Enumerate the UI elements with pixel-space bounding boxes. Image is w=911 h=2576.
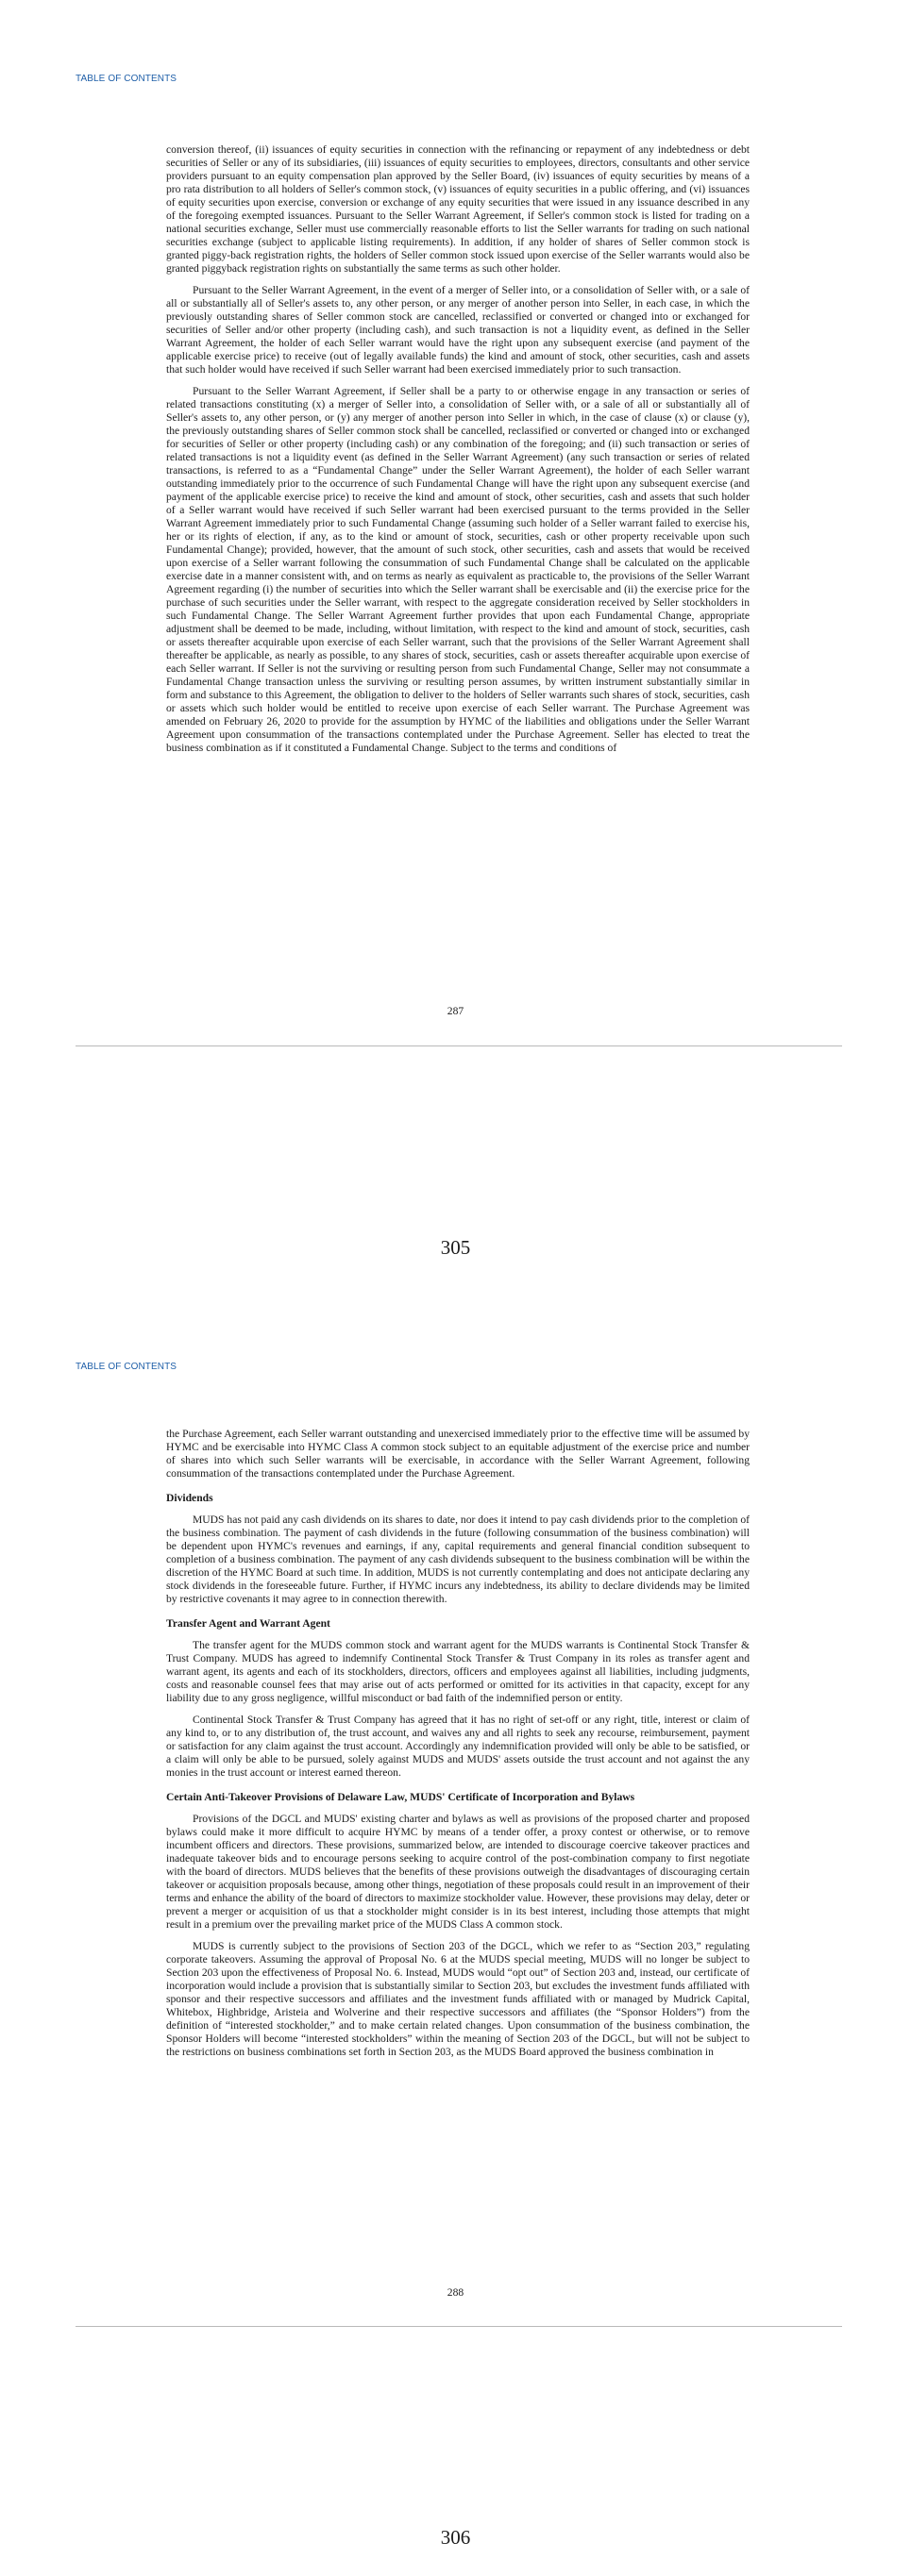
viewer-page-number: 305: [440, 1236, 471, 1259]
paragraph: Provisions of the DGCL and MUDS' existing charter and bylaws as well as provisions of the proposed charter and proposed bylaws could make it more difficult to acquire HYMC by means of a tender offer, a proxy contest or otherwise, or to remove incumbent officers and directors. These provisions, summarized below, are intended to discourage coercive takeover practices and inadequate takeover bids and to encourage persons seeking to acquire control of the post-combination company to first negotiate with the board of directors. MUDS believes that the benefits of these provisions outweigh the disadvantages of discouraging certain takeover or acquisition proposals because, among other things, negotiation of these proposals could result in an improvement of their terms and enhance the ability of the board of directors to maximize stockholder value. However, these provisions may delay, deter or prevent a merger or acquisition of us that a stockholder might consider is in its best interest, including those attempts that might result in a premium over the prevailing market price of the MUDS Class A common stock.: [166, 1813, 750, 1931]
page-number: 287: [447, 1005, 464, 1017]
paragraph: Pursuant to the Seller Warrant Agreement, in the event of a merger of Seller into, or a consolidation of Seller with, or a sale of all or substantially all of Seller's assets to, any other person, or any merger of another person into Seller, in each case, in which the previously outstanding shares of Seller common stock are cancelled, reclassified or converted or changed into or exchanged for securities of Seller and/or other property (including cash), and such transaction is not a liquidity event, as defined in the Seller Warrant Agreement, the holder of each Seller warrant would have the right upon any subsequent exercise (and payment of the applicable exercise price) to receive (out of legally available funds) the kind and amount of stock, other securities, cash and assets that such holder would have received if such Seller warrant had been exercised immediately prior to such transaction.: [166, 284, 750, 376]
document-page-288: [0, 1288, 911, 2576]
table-of-contents-link[interactable]: TABLE OF CONTENTS: [76, 1362, 177, 1372]
section-heading-dividends: Dividends: [166, 1492, 213, 1504]
page-divider: [76, 2326, 842, 2327]
section-heading-anti-takeover: Certain Anti-Takeover Provisions of Delaware Law, MUDS' Certificate of Incorporation and Bylaws: [166, 1791, 635, 1803]
paragraph: conversion thereof, (ii) issuances of equity securities in connection with the refinancing or repayment of any indebtedness or debt securities of Seller or any of its subsidiaries, (iii) issuances of equity securities to employees, directors, consultants and other service providers pursuant to an equity compensation plan approved by the Seller Board, (iv) issuances of equity securities by means of a pro rata distribution to all holders of Seller's common stock, (v) issuances of equity securities in a public offering, and (vi) issuances of equity securities upon exercise, conversion or exchange of any equity securities that were issued in any issuance described in any of the foregoing exempted issuances. Pursuant to the Seller Warrant Agreement, if Seller's common stock is listed for trading on a national securities exchange, Seller must use commercially reasonable efforts to list the Seller warrants for trading on such national securities exchange (subject to applicable listing requirements). In addition, if any holder of shares of Seller common stock is granted piggy-back registration rights, the holders of Seller common stock issued upon exercise of the Seller warrants would also be granted piggyback registration rights on substantially the same terms as such other holder.: [166, 143, 750, 275]
paragraph: MUDS has not paid any cash dividends on its shares to date, nor does it intend to pay cash dividends prior to the completion of the business combination. The payment of cash dividends in the future (following consummation of the business combination) will be dependent upon HYMC's revenues and earnings, if any, capital requirements and general financial condition subsequent to completion of a business combination. The payment of any cash dividends subsequent to the business combination will be within the discretion of the HYMC Board at such time. In addition, MUDS is not currently contemplating and does not anticipate declaring any stock dividends in the foreseeable future. Further, if HYMC incurs any indebtedness, its ability to declare dividends may be limited by restrictive covenants it may agree to in connection therewith.: [166, 1514, 750, 1605]
page-number: 288: [447, 2286, 464, 2299]
paragraph: Pursuant to the Seller Warrant Agreement, if Seller shall be a party to or otherwise engage in any transaction or series of related transactions constituting (x) a merger of Seller into, a consolidation of Seller with, or a sale of all or substantially all of Seller's assets to, any other person, or (y) any merger of another person into Seller in which, in the case of clause (x) or clause (y), the previously outstanding shares of Seller common stock shall be cancelled, reclassified or converted or changed into or exchanged for securities of Seller or other property (including cash) or any combination of the foregoing; and (ii) such transaction or series of related transactions is not a liquidity event (as defined in the Seller Warrant Agreement) (any such transaction or series of related transactions, is referred to as a “Fundamental Change” under the Seller Warrant Agreement), the holder of each Seller warrant outstanding immediately prior to the occurrence of such Fundamental Change will have the right upon any subsequent exercise (and payment of the applicable exercise price) to receive the kind and amount of stock, other securities, cash and assets that such holder of a Seller warrant would have received if such Seller warrant had been exercised pursuant to the terms provided in the Seller Warrant Agreement immediately prior to such Fundamental Change (assuming such holder of a Seller warrant failed to exercise his, her or its rights of election, if any, as to the kind or amount of stock, securities, cash or other property receivable upon such Fundamental Change); provided, however, that the amount of such stock, other securities, cash and assets that would be received upon exercise of a Seller warrant following the consummation of such Fundamental Change shall be calculated on the applicable exercise date in a manner consistent with, and on terms as nearly as equivalent as practicable to, the provisions of the Seller Warrant Agreement regarding (i) the number of securities into which the Seller warrant shall be exercisable and (ii) the exercise price for the purchase of such securities under the Seller warrant, with respect to the aggregate consideration received by Seller stockholders in such Fundamental Change. The Seller Warrant Agreement further provides that upon each Fundamental Change, appropriate adjustment shall be deemed to be made, including, without limitation, with respect to the kind and amount of stock, securities, cash or assets thereafter acquirable upon exercise of each Seller warrant, such that the provisions of the Seller Warrant Agreement shall thereafter be applicable, as nearly as possible, to any shares of stock, securities, cash or assets thereafter acquirable upon exercise of each Seller warrant. If Seller is not the surviving or resulting person from such Fundamental Change, Seller may not consummate a Fundamental Change transaction unless the surviving or resulting person assumes, by written instrument substantially similar in form and substance to this Agreement, the obligation to deliver to the holders of Seller warrants such shares of stock, securities, cash or assets which such holder would be entitled to receive upon exercise of each Seller warrant. The Purchase Agreement was amended on February 26, 2020 to provide for the assumption by HYMC of the liabilities and obligations under the Seller Warrant Agreement upon consummation of the transactions contemplated under the Purchase Agreement. Seller has elected to treat the business combination as if it constituted a Fundamental Change. Subject to the terms and conditions of: [166, 385, 750, 754]
paragraph: The transfer agent for the MUDS common stock and warrant agent for the MUDS warrants is Continental Stock Transfer & Trust Company. MUDS has agreed to indemnify Continental Stock Transfer & Trust Company in its roles as transfer agent and warrant agent, its agents and each of its stockholders, directors, officers and employees against all liabilities, including judgments, costs and reasonable counsel fees that may arise out of acts performed or omitted for its activities in that capacity, except for any liability due to any gross negligence, willful misconduct or bad faith of the indemnified person or entity.: [166, 1639, 750, 1704]
page-divider: [76, 1045, 842, 1046]
table-of-contents-link[interactable]: TABLE OF CONTENTS: [76, 74, 177, 84]
paragraph: the Purchase Agreement, each Seller warrant outstanding and unexercised immediately prior to the effective time will be assumed by HYMC and be exercisable into HYMC Class A common stock subject to an equitable adjustment of the exercise price and number of shares into which such Seller warrants will be exercisable, in accordance with the Seller Warrant Agreement, following consummation of the transactions contemplated under the Purchase Agreement.: [166, 1428, 750, 1480]
paragraph: Continental Stock Transfer & Trust Company has agreed that it has no right of set-off or any right, title, interest or claim of any kind to, or to any distribution of, the trust account, and waives any and all rights to seek any recourse, reimbursement, payment or satisfaction for any claim against the trust account. Accordingly any indemnification provided will only be able to be satisfied, or a claim will only be able to be pursued, solely against MUDS and MUDS' assets outside the trust account and not against the any monies in the trust account or interest earned thereon.: [166, 1714, 750, 1779]
page-body: [166, 1428, 750, 2067]
page-body: [166, 143, 750, 763]
paragraph: MUDS is currently subject to the provisions of Section 203 of the DGCL, which we refer to as “Section 203,” regulating corporate takeovers. Assuming the approval of Proposal No. 6 at the MUDS special meeting, MUDS will no longer be subject to Section 203 upon the effectiveness of Proposal No. 6. Instead, MUDS would “opt out” of Section 203 and, instead, our certificate of incorporation would include a provision that is substantially similar to Section 203, but excludes the investment funds affiliated with sponsor and their respective successors and affiliates and the investment funds affiliated with or managed by Mudrick Capital, Whitebox, Highbridge, Aristeia and Wolverine and their respective successors and affiliates (the “Sponsor Holders”) from the definition of “interested stockholder,” and to make certain related changes. Upon consummation of the business combination, the Sponsor Holders will become “interested stockholders” within the meaning of Section 203 of the DGCL, but will not be subject to the restrictions on business combinations set forth in Section 203, as the MUDS Board approved the business combination in: [166, 1940, 750, 2058]
section-heading-transfer-agent: Transfer Agent and Warrant Agent: [166, 1617, 330, 1630]
viewer-page-number: 306: [440, 2526, 471, 2549]
